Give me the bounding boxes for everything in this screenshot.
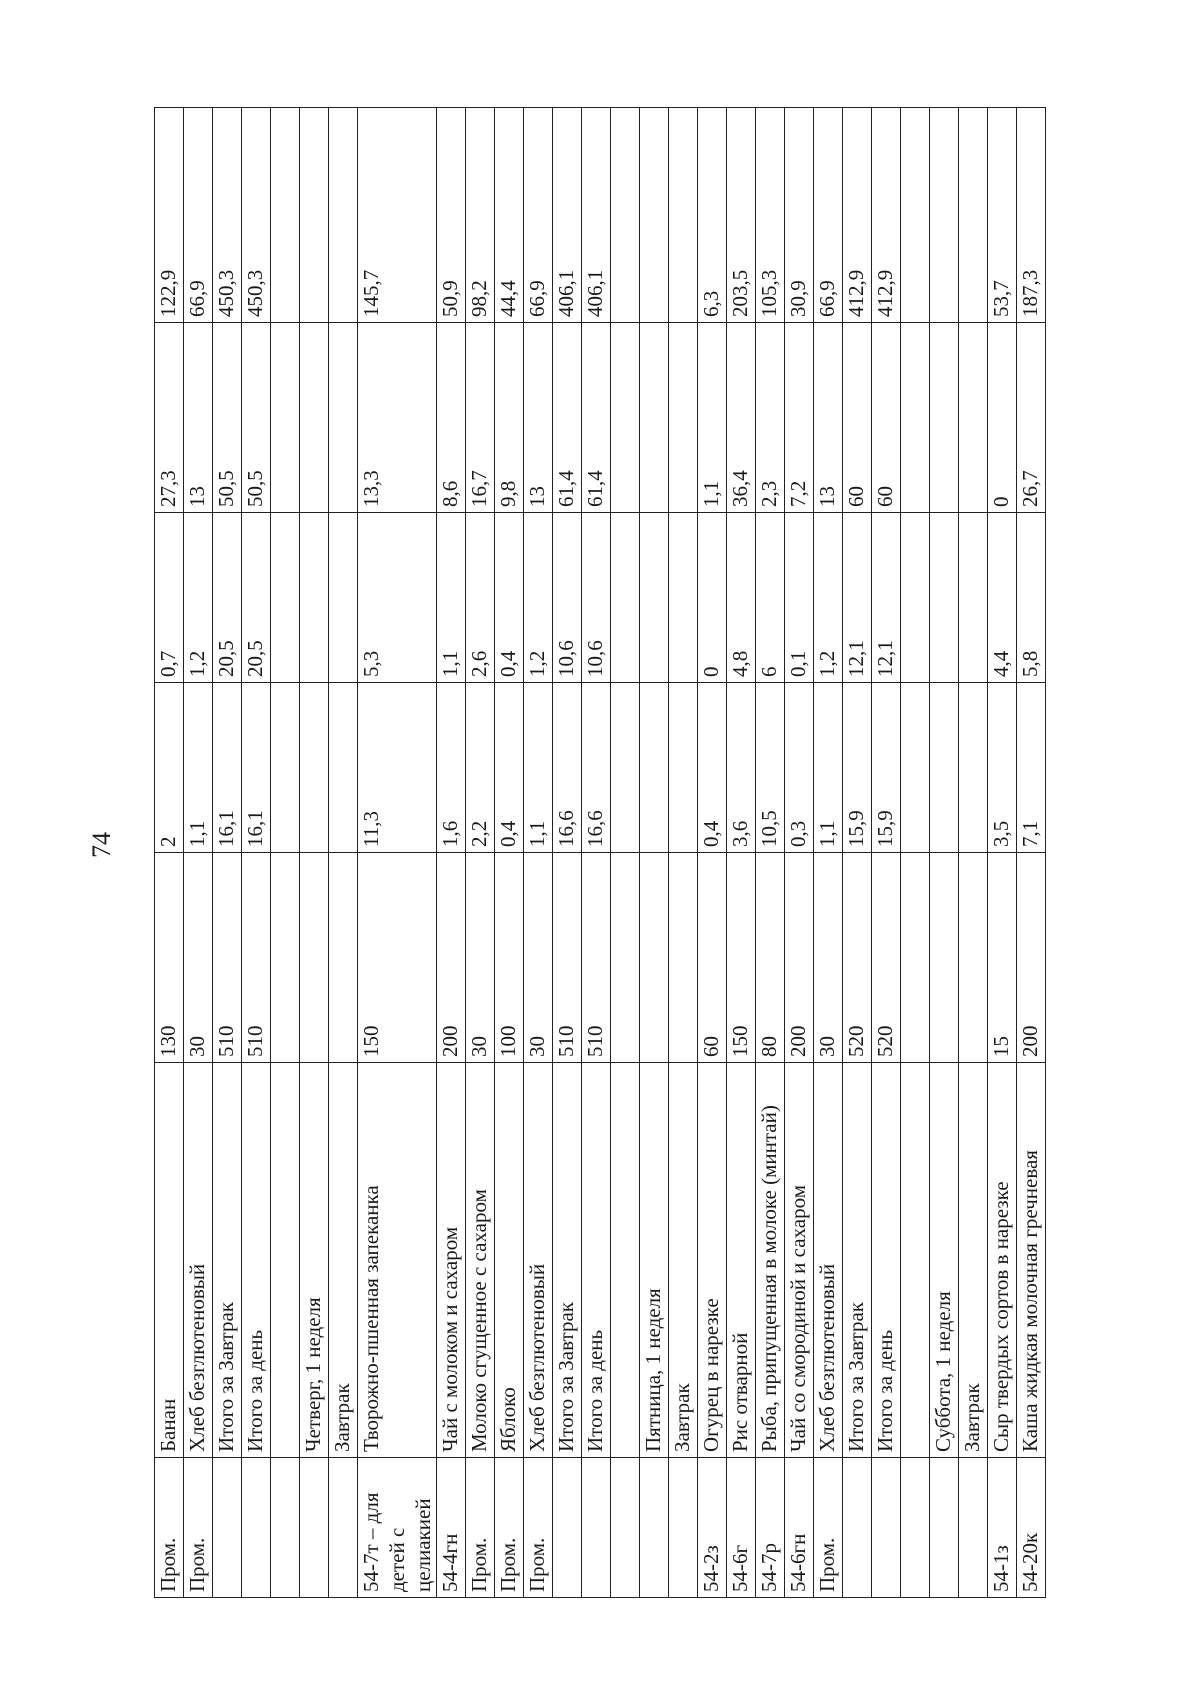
dish-name-cell: Хлеб безглютеновый — [184, 1063, 213, 1458]
energy-cell: 412,9 — [843, 108, 872, 323]
portion-cell: 60 — [698, 853, 727, 1063]
carbs-cell: 60 — [843, 323, 872, 513]
fat-cell — [901, 513, 930, 683]
protein-cell: 2 — [155, 683, 184, 853]
table-row — [524, 108, 553, 1598]
dish-name-cell — [611, 1063, 640, 1458]
fat-cell: 2,6 — [466, 513, 495, 683]
carbs-cell: 13,3 — [358, 323, 437, 513]
protein-cell — [959, 683, 988, 853]
dish-name-cell: Завтрак — [329, 1063, 358, 1458]
protein-cell — [930, 683, 959, 853]
energy-cell: 406,1 — [582, 108, 611, 323]
recipe-code-cell — [669, 1458, 698, 1598]
page-number: 74 — [87, 832, 116, 858]
protein-cell: 11,3 — [358, 683, 437, 853]
fat-cell — [300, 513, 329, 683]
carbs-cell: 9,8 — [495, 323, 524, 513]
fat-cell: 0,7 — [155, 513, 184, 683]
table-row — [213, 108, 242, 1598]
carbs-cell: 13 — [524, 323, 553, 513]
table-row — [611, 108, 640, 1598]
energy-cell: 66,9 — [184, 108, 213, 323]
dish-name-cell: Чай с молоком и сахаром — [437, 1063, 466, 1458]
energy-cell: 30,9 — [785, 108, 814, 323]
table-row — [358, 108, 437, 1598]
portion-cell: 200 — [437, 853, 466, 1063]
portion-cell — [930, 853, 959, 1063]
fat-cell: 20,5 — [213, 513, 242, 683]
energy-cell — [901, 108, 930, 323]
energy-cell: 44,4 — [495, 108, 524, 323]
energy-cell: 50,9 — [437, 108, 466, 323]
dish-name-cell: Итого за Завтрак — [553, 1063, 582, 1458]
dish-name-cell: Хлеб безглютеновый — [814, 1063, 843, 1458]
dish-name-cell: Банан — [155, 1063, 184, 1458]
carbs-cell — [329, 323, 358, 513]
carbs-cell — [640, 323, 669, 513]
recipe-code-cell — [843, 1458, 872, 1598]
dish-name-cell: Итого за Завтрак — [843, 1063, 872, 1458]
protein-cell — [300, 683, 329, 853]
protein-cell: 15,9 — [872, 683, 901, 853]
carbs-cell: 50,5 — [242, 323, 271, 513]
carbs-cell: 50,5 — [213, 323, 242, 513]
recipe-code-cell: 54-20к — [1017, 1458, 1046, 1598]
fat-cell: 10,6 — [582, 513, 611, 683]
fat-cell: 6 — [756, 513, 785, 683]
dish-name-cell: Итого за день — [872, 1063, 901, 1458]
portion-cell — [300, 853, 329, 1063]
portion-cell: 510 — [553, 853, 582, 1063]
dish-name-cell: Рыба, припущенная в молоке (минтай) — [756, 1063, 785, 1458]
table-row — [437, 108, 466, 1598]
protein-cell — [669, 683, 698, 853]
recipe-code-cell — [300, 1458, 329, 1598]
recipe-code-cell — [213, 1458, 242, 1598]
carbs-cell: 2,3 — [756, 323, 785, 513]
fat-cell: 5,3 — [358, 513, 437, 683]
fat-cell: 5,8 — [1017, 513, 1046, 683]
portion-cell: 510 — [242, 853, 271, 1063]
dish-name-cell: Завтрак — [669, 1063, 698, 1458]
dish-name-cell: Чай со смородиной и сахаром — [785, 1063, 814, 1458]
table-row — [872, 108, 901, 1598]
recipe-code-cell: Пром. — [524, 1458, 553, 1598]
table-row — [640, 108, 669, 1598]
recipe-code-cell — [611, 1458, 640, 1598]
protein-cell — [611, 683, 640, 853]
energy-cell — [271, 108, 300, 323]
protein-cell: 1,1 — [524, 683, 553, 853]
dish-name-cell — [271, 1063, 300, 1458]
recipe-code-cell: 54-2з — [698, 1458, 727, 1598]
portion-cell — [329, 853, 358, 1063]
fat-cell: 20,5 — [242, 513, 271, 683]
table-row — [495, 108, 524, 1598]
energy-cell — [930, 108, 959, 323]
recipe-code-cell — [872, 1458, 901, 1598]
portion-cell — [640, 853, 669, 1063]
carbs-cell: 0 — [988, 323, 1017, 513]
table-row — [553, 108, 582, 1598]
fat-cell — [640, 513, 669, 683]
table-row — [271, 108, 300, 1598]
energy-cell: 105,3 — [756, 108, 785, 323]
portion-cell: 30 — [466, 853, 495, 1063]
fat-cell — [669, 513, 698, 683]
carbs-cell: 13 — [184, 323, 213, 513]
fat-cell: 1,2 — [184, 513, 213, 683]
protein-cell: 1,1 — [184, 683, 213, 853]
recipe-code-cell — [930, 1458, 959, 1598]
portion-cell: 200 — [1017, 853, 1046, 1063]
recipe-code-cell — [959, 1458, 988, 1598]
energy-cell: 406,1 — [553, 108, 582, 323]
protein-cell — [640, 683, 669, 853]
dish-name-cell: Огурец в нарезке — [698, 1063, 727, 1458]
energy-cell: 187,3 — [1017, 108, 1046, 323]
fat-cell — [611, 513, 640, 683]
energy-cell: 66,9 — [814, 108, 843, 323]
protein-cell — [329, 683, 358, 853]
dish-name-cell: Сыр твердых сортов в нарезке — [988, 1063, 1017, 1458]
carbs-cell: 60 — [872, 323, 901, 513]
recipe-code-cell: 54-4гн — [437, 1458, 466, 1598]
protein-cell: 16,6 — [553, 683, 582, 853]
energy-cell: 203,5 — [727, 108, 756, 323]
portion-cell: 510 — [582, 853, 611, 1063]
fat-cell: 10,6 — [553, 513, 582, 683]
table-row — [988, 108, 1017, 1598]
protein-cell: 3,5 — [988, 683, 1017, 853]
dish-name-cell — [901, 1063, 930, 1458]
table-row — [901, 108, 930, 1598]
fat-cell: 4,4 — [988, 513, 1017, 683]
recipe-code-cell: 54-6г — [727, 1458, 756, 1598]
recipe-code-cell: 54-1з — [988, 1458, 1017, 1598]
carbs-cell — [611, 323, 640, 513]
protein-cell: 0,3 — [785, 683, 814, 853]
dish-name-cell: Итого за день — [582, 1063, 611, 1458]
table-row — [242, 108, 271, 1598]
recipe-code-cell: Пром. — [814, 1458, 843, 1598]
portion-cell: 130 — [155, 853, 184, 1063]
table-row — [727, 108, 756, 1598]
energy-cell — [669, 108, 698, 323]
carbs-cell: 13 — [814, 323, 843, 513]
recipe-code-cell — [329, 1458, 358, 1598]
recipe-code-cell — [553, 1458, 582, 1598]
carbs-cell — [271, 323, 300, 513]
portion-cell: 80 — [756, 853, 785, 1063]
table-row — [300, 108, 329, 1598]
portion-cell: 30 — [184, 853, 213, 1063]
energy-cell — [611, 108, 640, 323]
fat-cell — [930, 513, 959, 683]
dish-name-cell: Суббота, 1 неделя — [930, 1063, 959, 1458]
energy-cell: 98,2 — [466, 108, 495, 323]
recipe-code-cell — [582, 1458, 611, 1598]
energy-cell — [640, 108, 669, 323]
table-row — [756, 108, 785, 1598]
carbs-cell — [901, 323, 930, 513]
energy-cell: 66,9 — [524, 108, 553, 323]
portion-cell: 200 — [785, 853, 814, 1063]
portion-cell: 510 — [213, 853, 242, 1063]
portion-cell — [959, 853, 988, 1063]
protein-cell: 0,4 — [698, 683, 727, 853]
dish-name-cell: Рис отварной — [727, 1063, 756, 1458]
table-row — [184, 108, 213, 1598]
portion-cell: 520 — [843, 853, 872, 1063]
carbs-cell: 16,7 — [466, 323, 495, 513]
portion-cell: 15 — [988, 853, 1017, 1063]
protein-cell: 2,2 — [466, 683, 495, 853]
table-row — [843, 108, 872, 1598]
dish-name-cell: Пятница, 1 неделя — [640, 1063, 669, 1458]
carbs-cell: 36,4 — [727, 323, 756, 513]
carbs-cell: 1,1 — [698, 323, 727, 513]
recipe-code-cell: 54-7т – для детей с целиакией — [358, 1458, 437, 1598]
protein-cell: 0,4 — [495, 683, 524, 853]
carbs-cell: 61,4 — [582, 323, 611, 513]
portion-cell — [611, 853, 640, 1063]
dish-name-cell: Яблоко — [495, 1063, 524, 1458]
table-row — [466, 108, 495, 1598]
portion-cell — [901, 853, 930, 1063]
fat-cell: 1,2 — [814, 513, 843, 683]
dish-name-cell: Итого за Завтрак — [213, 1063, 242, 1458]
protein-cell: 15,9 — [843, 683, 872, 853]
fat-cell: 0 — [698, 513, 727, 683]
recipe-code-cell: Пром. — [184, 1458, 213, 1598]
protein-cell: 16,6 — [582, 683, 611, 853]
recipe-code-cell — [901, 1458, 930, 1598]
menu-table-body — [155, 108, 1046, 1598]
portion-cell: 150 — [358, 853, 437, 1063]
recipe-code-cell: Пром. — [466, 1458, 495, 1598]
table-row — [814, 108, 843, 1598]
protein-cell: 16,1 — [213, 683, 242, 853]
portion-cell — [271, 853, 300, 1063]
table-row — [785, 108, 814, 1598]
fat-cell: 1,1 — [437, 513, 466, 683]
carbs-cell: 27,3 — [155, 323, 184, 513]
carbs-cell: 8,6 — [437, 323, 466, 513]
energy-cell — [959, 108, 988, 323]
protein-cell — [901, 683, 930, 853]
table-row — [698, 108, 727, 1598]
energy-cell: 145,7 — [358, 108, 437, 323]
carbs-cell — [300, 323, 329, 513]
energy-cell — [329, 108, 358, 323]
energy-cell: 122,9 — [155, 108, 184, 323]
dish-name-cell: Итого за день — [242, 1063, 271, 1458]
rotated-table-container — [154, 108, 1054, 1598]
recipe-code-cell: Пром. — [155, 1458, 184, 1598]
carbs-cell — [959, 323, 988, 513]
energy-cell: 6,3 — [698, 108, 727, 323]
recipe-code-cell: Пром. — [495, 1458, 524, 1598]
dish-name-cell: Творожно-пшенная запеканка — [358, 1063, 437, 1458]
dish-name-cell: Завтрак — [959, 1063, 988, 1458]
carbs-cell: 61,4 — [553, 323, 582, 513]
portion-cell: 520 — [872, 853, 901, 1063]
portion-cell: 150 — [727, 853, 756, 1063]
protein-cell: 1,6 — [437, 683, 466, 853]
fat-cell: 1,2 — [524, 513, 553, 683]
fat-cell: 12,1 — [843, 513, 872, 683]
fat-cell — [959, 513, 988, 683]
table-row — [155, 108, 184, 1598]
energy-cell: 450,3 — [213, 108, 242, 323]
protein-cell: 16,1 — [242, 683, 271, 853]
protein-cell: 3,6 — [727, 683, 756, 853]
fat-cell — [271, 513, 300, 683]
fat-cell: 0,4 — [495, 513, 524, 683]
portion-cell: 30 — [814, 853, 843, 1063]
carbs-cell: 26,7 — [1017, 323, 1046, 513]
protein-cell — [271, 683, 300, 853]
table-row — [930, 108, 959, 1598]
carbs-cell — [669, 323, 698, 513]
recipe-code-cell: 54-7р — [756, 1458, 785, 1598]
fat-cell — [329, 513, 358, 683]
fat-cell: 0,1 — [785, 513, 814, 683]
dish-name-cell: Хлеб безглютеновый — [524, 1063, 553, 1458]
recipe-code-cell — [242, 1458, 271, 1598]
recipe-code-cell: 54-6гн — [785, 1458, 814, 1598]
portion-cell: 30 — [524, 853, 553, 1063]
carbs-cell: 7,2 — [785, 323, 814, 513]
protein-cell: 10,5 — [756, 683, 785, 853]
energy-cell: 53,7 — [988, 108, 1017, 323]
energy-cell — [300, 108, 329, 323]
energy-cell: 450,3 — [242, 108, 271, 323]
portion-cell: 100 — [495, 853, 524, 1063]
menu-table — [154, 107, 1046, 1598]
energy-cell: 412,9 — [872, 108, 901, 323]
fat-cell: 4,8 — [727, 513, 756, 683]
dish-name-cell: Молоко сгущенное с сахаром — [466, 1063, 495, 1458]
dish-name-cell: Четверг, 1 неделя — [300, 1063, 329, 1458]
protein-cell: 1,1 — [814, 683, 843, 853]
portion-cell — [669, 853, 698, 1063]
protein-cell: 7,1 — [1017, 683, 1046, 853]
recipe-code-cell — [271, 1458, 300, 1598]
table-row — [329, 108, 358, 1598]
table-row — [669, 108, 698, 1598]
table-row — [959, 108, 988, 1598]
table-row — [1017, 108, 1046, 1598]
dish-name-cell: Каша жидкая молочная гречневая — [1017, 1063, 1046, 1458]
table-row — [582, 108, 611, 1598]
fat-cell: 12,1 — [872, 513, 901, 683]
recipe-code-cell — [640, 1458, 669, 1598]
carbs-cell — [930, 323, 959, 513]
